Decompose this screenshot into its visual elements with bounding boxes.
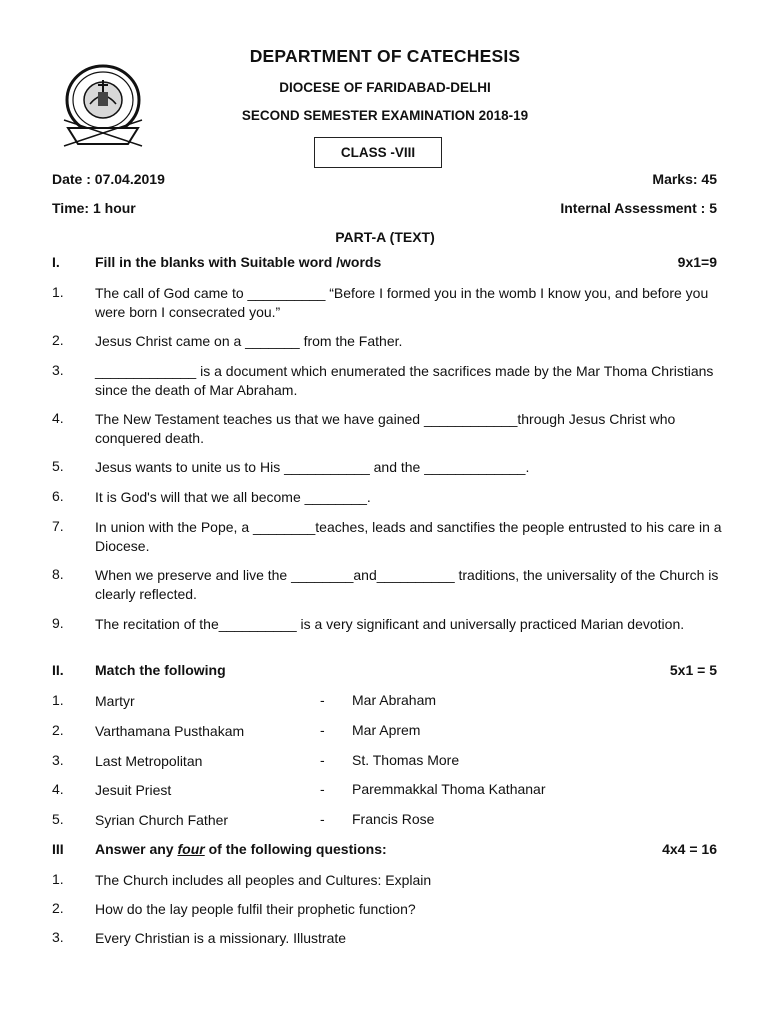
- long-q1-text: The Church includes all peoples and Cultures: Explain: [95, 872, 432, 888]
- q9-number: 9.: [52, 615, 64, 631]
- long-q2-number: 2.: [52, 900, 64, 916]
- exam-time: Time: 1 hour: [52, 200, 136, 216]
- match-2-right: Mar Aprem: [352, 722, 421, 738]
- match-3-dash: -: [320, 752, 325, 768]
- class-box: [314, 137, 442, 168]
- q6-number: 6.: [52, 488, 64, 504]
- match-2-dash: -: [320, 722, 325, 738]
- part-a-heading: PART-A (TEXT): [335, 229, 435, 245]
- match-3-left: Last Metropolitan: [95, 753, 203, 769]
- section-3-title-post: of the following questions:: [204, 841, 387, 857]
- section-3-number: III: [52, 841, 64, 857]
- match-4-dash: -: [320, 781, 325, 797]
- q4-number: 4.: [52, 410, 64, 426]
- department-title: DEPARTMENT OF CATECHESIS: [249, 46, 521, 66]
- match-5-left: Syrian Church Father: [95, 812, 229, 828]
- q7-number: 7.: [52, 518, 64, 534]
- match-1-dash: -: [320, 692, 325, 708]
- section-3-title-pre: Answer any: [95, 841, 178, 857]
- exam-marks: Marks: 45: [652, 171, 717, 187]
- section-3-title: [95, 841, 387, 857]
- match-5-dash: -: [320, 811, 325, 827]
- q2-text: Jesus Christ came on a _______ from the Father.: [95, 333, 403, 349]
- match-5-number: 5.: [52, 811, 64, 827]
- match-5-right: Francis Rose: [352, 811, 435, 827]
- match-1-right: Mar Abraham: [352, 692, 437, 708]
- q1-text: The call of God came to __________ “Before I formed you in the womb I know you, and before you were born I consecrated you.”: [95, 285, 709, 320]
- q5-number: 5.: [52, 458, 64, 474]
- long-q3-text: Every Christian is a missionary. Illustrate: [95, 930, 347, 946]
- diocese-seal-logo: [54, 58, 152, 150]
- section-1-number: I.: [52, 254, 60, 270]
- q4-text: The New Testament teaches us that we have gained ____________through Jesus Christ who conquered death.: [95, 411, 676, 446]
- match-1-left: Martyr: [95, 693, 135, 709]
- section-2-title: Match the following: [95, 662, 226, 678]
- q6-text: It is God's will that we all become ________.: [95, 489, 371, 505]
- match-2-left: Varthamana Pusthakam: [95, 723, 245, 739]
- q9-text: The recitation of the__________ is a very significant and universally practiced Marian devotion.: [95, 616, 685, 632]
- internal-assessment: Internal Assessment : 5: [560, 200, 717, 216]
- q3-text: _____________ is a document which enumerated the sacrifices made by the Mar Thoma Christians since the death of Mar Abraham.: [95, 363, 714, 398]
- section-2-number: II.: [52, 662, 64, 678]
- q3-number: 3.: [52, 362, 64, 378]
- section-3-marks: 4x4 = 16: [662, 841, 717, 857]
- q1-number: 1.: [52, 284, 64, 300]
- q5-text: Jesus wants to unite us to His ___________ and the _____________.: [95, 459, 530, 475]
- section-1-marks: 9x1=9: [677, 254, 717, 270]
- section-3-title-emphasis: four: [177, 841, 205, 857]
- match-4-left: Jesuit Priest: [95, 782, 172, 798]
- match-4-number: 4.: [52, 781, 64, 797]
- diocese-subtitle: DIOCESE OF FARIDABAD-DELHI: [279, 80, 491, 95]
- match-3-number: 3.: [52, 752, 64, 768]
- match-2-number: 2.: [52, 722, 64, 738]
- q8-text: When we preserve and live the ________and__________ traditions, the universality of the Church is clearly reflected.: [95, 567, 719, 602]
- q2-number: 2.: [52, 332, 64, 348]
- match-3-right: St. Thomas More: [352, 752, 460, 768]
- match-4-right: Paremmakkal Thoma Kathanar: [352, 781, 546, 797]
- section-2-marks: 5x1 = 5: [669, 662, 717, 678]
- exam-subtitle: SECOND SEMESTER EXAMINATION 2018-19: [241, 108, 529, 123]
- q8-number: 8.: [52, 566, 64, 582]
- long-q1-number: 1.: [52, 871, 64, 887]
- q7-text: In union with the Pope, a ________teaches, leads and sanctifies the people entrusted to his care in a Diocese.: [95, 519, 722, 554]
- exam-date: Date : 07.04.2019: [52, 171, 165, 187]
- long-q3-number: 3.: [52, 929, 64, 945]
- class-label: CLASS -VIII: [340, 145, 416, 160]
- match-1-number: 1.: [52, 692, 64, 708]
- long-q2-text: How do the lay people fulfil their prophetic function?: [95, 901, 416, 917]
- section-1-title: Fill in the blanks with Suitable word /words: [95, 254, 382, 270]
